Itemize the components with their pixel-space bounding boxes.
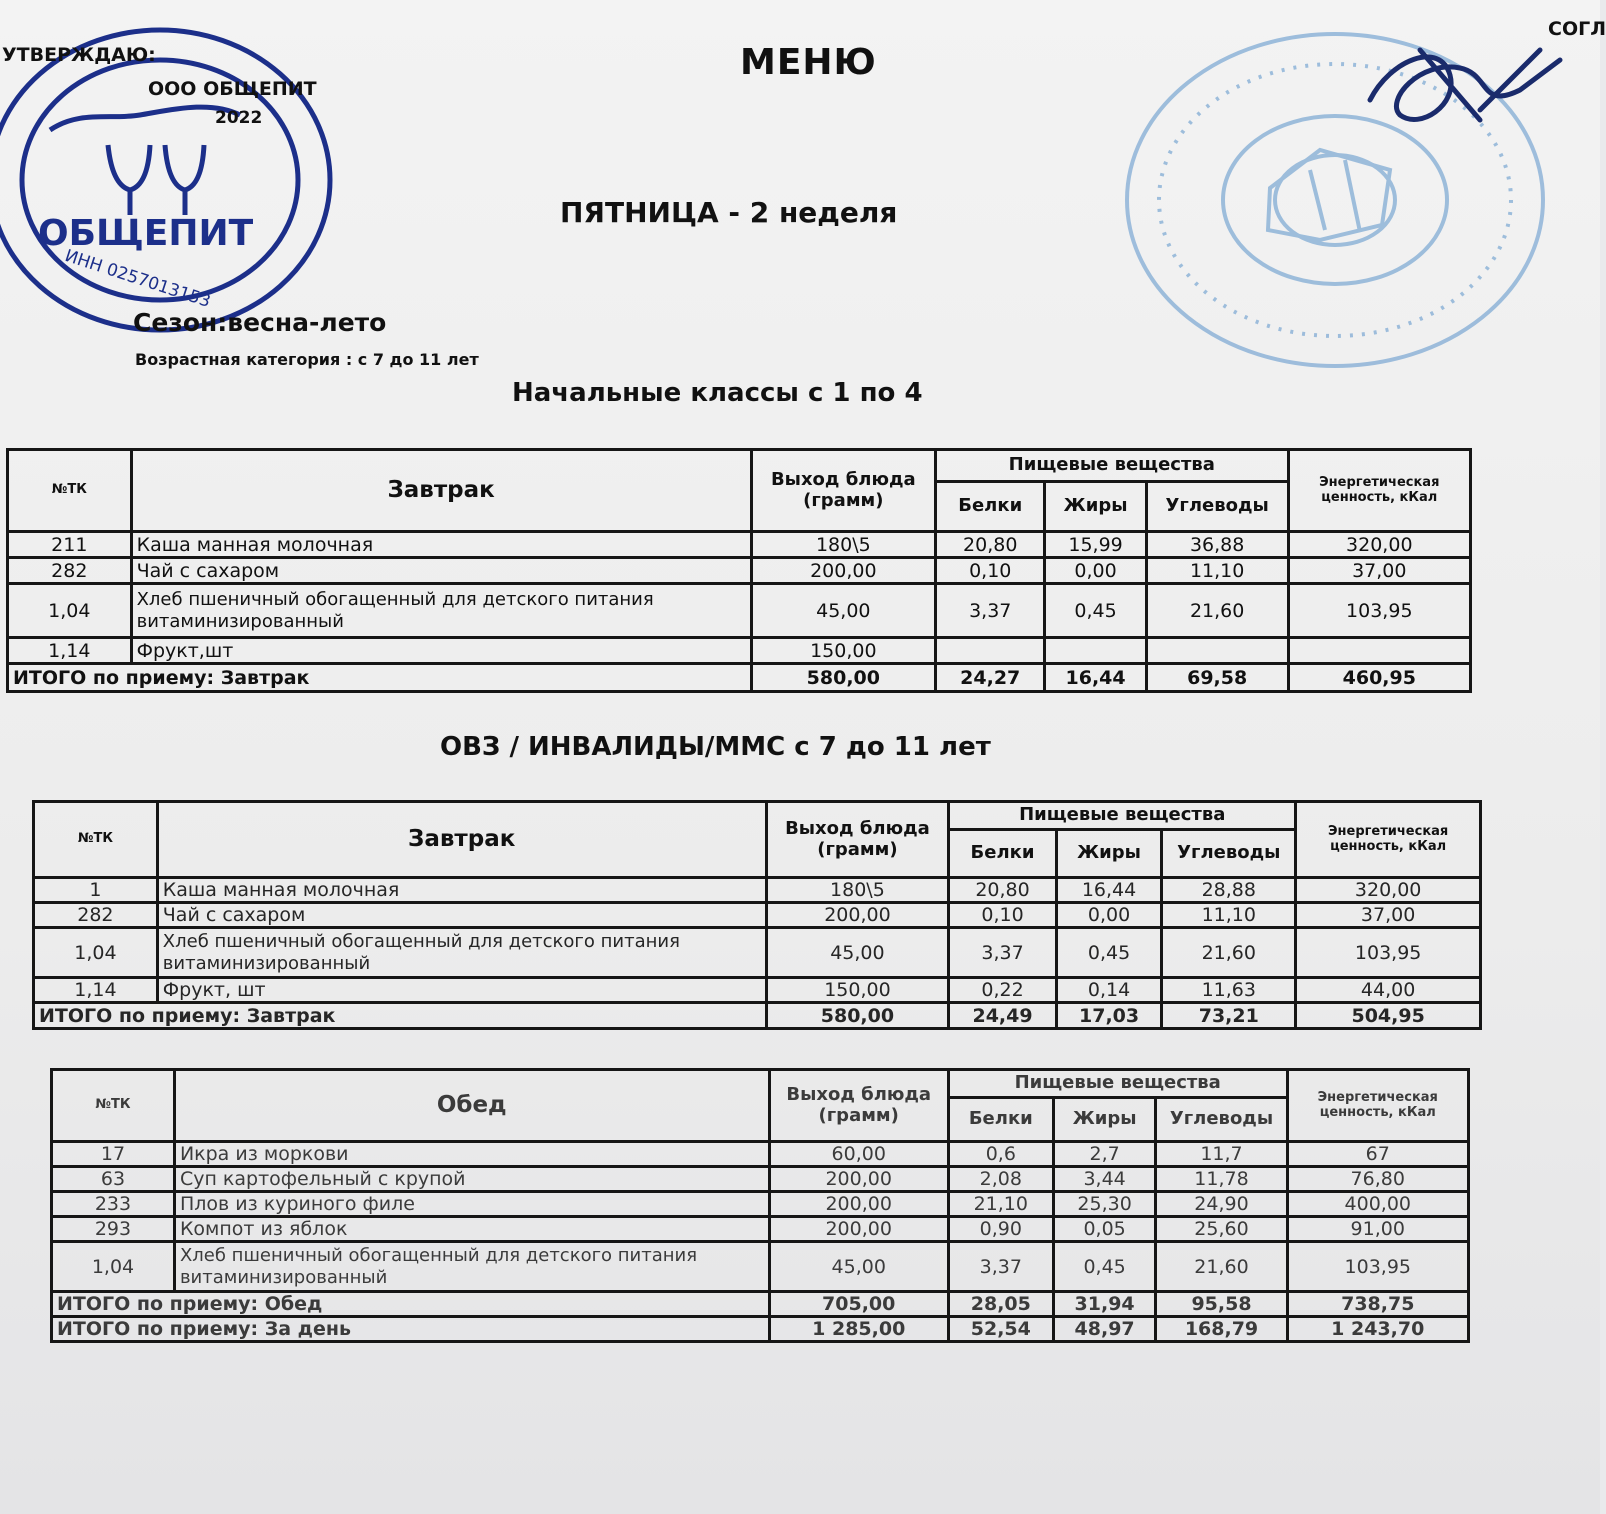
total-fat: 16,44	[1045, 664, 1146, 692]
cell-fat: 0,05	[1053, 1217, 1156, 1242]
cell-yield: 45,00	[766, 928, 949, 978]
cell-yield: 200,00	[766, 903, 949, 928]
total-carbs: 73,21	[1162, 1003, 1296, 1029]
cell-energy	[1288, 638, 1470, 664]
cell-name: Хлеб пшеничный обогащенный для детского питания витаминизированный	[131, 584, 751, 638]
cell-protein: 0,10	[936, 558, 1045, 584]
col-energy: Энергетическая ценность, кКал	[1288, 450, 1470, 532]
total-protein: 28,05	[948, 1292, 1053, 1317]
col-energy: Энергетическая ценность, кКал	[1296, 802, 1481, 878]
cell-yield: 180\5	[766, 878, 949, 903]
cell-fat: 16,44	[1056, 878, 1162, 903]
lunch-table-ovz	[50, 1068, 1470, 1343]
cell-yield: 60,00	[769, 1142, 948, 1167]
agree-label: СОГЛ	[1548, 18, 1606, 40]
col-protein: Белки	[949, 830, 1057, 878]
day-total-row	[52, 1317, 1469, 1342]
cell-carbs: 21,60	[1162, 928, 1296, 978]
breakfast-table-ovz	[32, 800, 1482, 1030]
total-yield: 580,00	[751, 664, 935, 692]
cell-carbs: 11,78	[1156, 1167, 1287, 1192]
cell-protein: 0,10	[949, 903, 1057, 928]
day-title: ПЯТНИЦА - 2 неделя	[560, 196, 898, 229]
table-row	[52, 1217, 1469, 1242]
organization-name: ООО ОБЩЕПИТ	[148, 78, 317, 100]
cell-name: Плов из куриного филе	[174, 1192, 769, 1217]
cell-carbs: 11,10	[1146, 558, 1288, 584]
cell-protein: 3,37	[936, 584, 1045, 638]
day-total-label: ИТОГО по приему: За день	[52, 1317, 770, 1342]
cell-protein: 3,37	[948, 1242, 1053, 1292]
cell-protein: 3,37	[949, 928, 1057, 978]
classes-title: Начальные классы с 1 по 4	[512, 378, 923, 408]
total-carbs: 95,58	[1156, 1292, 1287, 1317]
cell-fat: 0,14	[1056, 978, 1162, 1003]
cell-carbs: 11,10	[1162, 903, 1296, 928]
cell-protein: 0,22	[949, 978, 1057, 1003]
total-energy: 504,95	[1296, 1003, 1481, 1029]
table-row	[52, 1242, 1469, 1292]
left-stamp	[0, 20, 350, 340]
table-row	[8, 532, 1471, 558]
cell-protein	[936, 638, 1045, 664]
total-row	[34, 1003, 1481, 1029]
cell-tk: 1	[34, 878, 158, 903]
total-energy: 738,75	[1287, 1292, 1468, 1317]
col-carbs: Углеводы	[1146, 482, 1288, 532]
cell-tk: 63	[52, 1167, 175, 1192]
col-nutrients: Пищевые вещества	[936, 450, 1289, 482]
cell-fat: 0,45	[1045, 584, 1146, 638]
cell-fat: 0,00	[1056, 903, 1162, 928]
cell-tk: 282	[8, 558, 132, 584]
total-row	[52, 1292, 1469, 1317]
cell-tk: 17	[52, 1142, 175, 1167]
cell-name: Икра из моркови	[174, 1142, 769, 1167]
cell-yield: 200,00	[769, 1192, 948, 1217]
right-stamp	[1120, 20, 1580, 380]
col-nutrients: Пищевые вещества	[949, 802, 1296, 830]
cell-name: Чай с сахаром	[131, 558, 751, 584]
total-protein: 24,27	[936, 664, 1045, 692]
cell-carbs: 25,60	[1156, 1217, 1287, 1242]
cell-name: Компот из яблок	[174, 1217, 769, 1242]
cell-name: Суп картофельный с крупой	[174, 1167, 769, 1192]
col-yield: Выход блюда (грамм)	[751, 450, 935, 532]
cell-yield: 200,00	[769, 1167, 948, 1192]
total-fat: 17,03	[1056, 1003, 1162, 1029]
col-carbs: Углеводы	[1162, 830, 1296, 878]
cell-protein: 20,80	[936, 532, 1045, 558]
total-label: ИТОГО по приему: Завтрак	[34, 1003, 767, 1029]
cell-yield: 200,00	[769, 1217, 948, 1242]
ovz-title: ОВЗ / ИНВАЛИДЫ/ММС с 7 до 11 лет	[440, 732, 991, 762]
table-row	[34, 928, 1481, 978]
left-stamp-inn: ИНН 0257013153	[62, 246, 213, 312]
cell-energy: 103,95	[1296, 928, 1481, 978]
cell-fat: 15,99	[1045, 532, 1146, 558]
cell-tk: 1,04	[8, 584, 132, 638]
col-fat: Жиры	[1053, 1098, 1156, 1142]
table-row	[8, 584, 1471, 638]
cell-fat: 2,7	[1053, 1142, 1156, 1167]
total-yield: 580,00	[766, 1003, 949, 1029]
approve-label: УТВЕРЖДАЮ:	[2, 44, 156, 66]
cell-energy: 103,95	[1287, 1242, 1468, 1292]
cell-energy: 91,00	[1287, 1217, 1468, 1242]
total-protein: 24,49	[949, 1003, 1057, 1029]
day-total-fat: 48,97	[1053, 1317, 1156, 1342]
cell-carbs: 24,90	[1156, 1192, 1287, 1217]
col-energy: Энергетическая ценность, кКал	[1287, 1070, 1468, 1142]
col-tk: №ТК	[8, 450, 132, 532]
cell-fat	[1045, 638, 1146, 664]
cell-tk: 211	[8, 532, 132, 558]
cell-tk: 282	[34, 903, 158, 928]
total-energy: 460,95	[1288, 664, 1470, 692]
cell-tk: 1,14	[34, 978, 158, 1003]
menu-title: МЕНЮ	[740, 42, 877, 83]
total-yield: 705,00	[769, 1292, 948, 1317]
table-row	[52, 1142, 1469, 1167]
col-yield: Выход блюда (грамм)	[766, 802, 949, 878]
left-stamp-name: ОБЩЕПИТ	[38, 213, 254, 254]
breakfast-table-primary	[6, 448, 1472, 693]
table-row	[8, 558, 1471, 584]
col-tk: №ТК	[34, 802, 158, 878]
cell-energy: 76,80	[1287, 1167, 1468, 1192]
cell-energy: 37,00	[1288, 558, 1470, 584]
cell-protein: 21,10	[948, 1192, 1053, 1217]
cell-name: Фрукт, шт	[157, 978, 766, 1003]
season-label: Сезон:весна-лето	[133, 308, 387, 337]
total-carbs: 69,58	[1146, 664, 1288, 692]
cell-carbs: 36,88	[1146, 532, 1288, 558]
cell-yield: 150,00	[766, 978, 949, 1003]
cell-name: Фрукт,шт	[131, 638, 751, 664]
age-category: Возрастная категория : с 7 до 11 лет	[135, 350, 479, 369]
cell-name: Каша манная молочная	[131, 532, 751, 558]
table-row	[34, 903, 1481, 928]
cell-energy: 320,00	[1296, 878, 1481, 903]
cell-yield: 200,00	[751, 558, 935, 584]
cell-fat: 0,45	[1053, 1242, 1156, 1292]
col-meal: Обед	[174, 1070, 769, 1142]
cell-energy: 103,95	[1288, 584, 1470, 638]
cell-fat: 0,45	[1056, 928, 1162, 978]
cell-tk: 233	[52, 1192, 175, 1217]
day-total-yield: 1 285,00	[769, 1317, 948, 1342]
table-row	[52, 1192, 1469, 1217]
cell-tk: 293	[52, 1217, 175, 1242]
cell-yield: 45,00	[769, 1242, 948, 1292]
cell-fat: 25,30	[1053, 1192, 1156, 1217]
table-row	[8, 638, 1471, 664]
col-fat: Жиры	[1045, 482, 1146, 532]
table-row	[52, 1167, 1469, 1192]
cell-yield: 45,00	[751, 584, 935, 638]
total-fat: 31,94	[1053, 1292, 1156, 1317]
cell-name: Чай с сахаром	[157, 903, 766, 928]
day-total-energy: 1 243,70	[1287, 1317, 1468, 1342]
cell-energy: 67	[1287, 1142, 1468, 1167]
cell-energy: 37,00	[1296, 903, 1481, 928]
cell-energy: 320,00	[1288, 532, 1470, 558]
approval-year: 2022	[215, 108, 263, 128]
col-carbs: Углеводы	[1156, 1098, 1287, 1142]
total-label: ИТОГО по приему: Обед	[52, 1292, 770, 1317]
cell-tk: 1,04	[52, 1242, 175, 1292]
total-label: ИТОГО по приему: Завтрак	[8, 664, 752, 692]
total-row	[8, 664, 1471, 692]
col-meal: Завтрак	[157, 802, 766, 878]
cell-protein: 20,80	[949, 878, 1057, 903]
table-row	[34, 878, 1481, 903]
col-fat: Жиры	[1056, 830, 1162, 878]
cell-fat: 0,00	[1045, 558, 1146, 584]
col-meal: Завтрак	[131, 450, 751, 532]
cell-energy: 44,00	[1296, 978, 1481, 1003]
col-nutrients: Пищевые вещества	[948, 1070, 1287, 1098]
col-protein: Белки	[948, 1098, 1053, 1142]
cell-fat: 3,44	[1053, 1167, 1156, 1192]
cell-carbs: 11,63	[1162, 978, 1296, 1003]
cell-protein: 2,08	[948, 1167, 1053, 1192]
cell-carbs: 21,60	[1146, 584, 1288, 638]
cell-protein: 0,90	[948, 1217, 1053, 1242]
cell-tk: 1,14	[8, 638, 132, 664]
day-total-carbs: 168,79	[1156, 1317, 1287, 1342]
table-row	[34, 978, 1481, 1003]
cell-protein: 0,6	[948, 1142, 1053, 1167]
cell-carbs: 11,7	[1156, 1142, 1287, 1167]
cell-name: Каша манная молочная	[157, 878, 766, 903]
col-yield: Выход блюда (грамм)	[769, 1070, 948, 1142]
cell-energy: 400,00	[1287, 1192, 1468, 1217]
day-total-protein: 52,54	[948, 1317, 1053, 1342]
cell-name: Хлеб пшеничный обогащенный для детского питания витаминизированный	[174, 1242, 769, 1292]
cell-carbs: 28,88	[1162, 878, 1296, 903]
col-tk: №ТК	[52, 1070, 175, 1142]
cell-yield: 180\5	[751, 532, 935, 558]
cell-carbs	[1146, 638, 1288, 664]
cell-tk: 1,04	[34, 928, 158, 978]
cell-yield: 150,00	[751, 638, 935, 664]
cell-carbs: 21,60	[1156, 1242, 1287, 1292]
cell-name: Хлеб пшеничный обогащенный для детского питания витаминизированный	[157, 928, 766, 978]
col-protein: Белки	[936, 482, 1045, 532]
